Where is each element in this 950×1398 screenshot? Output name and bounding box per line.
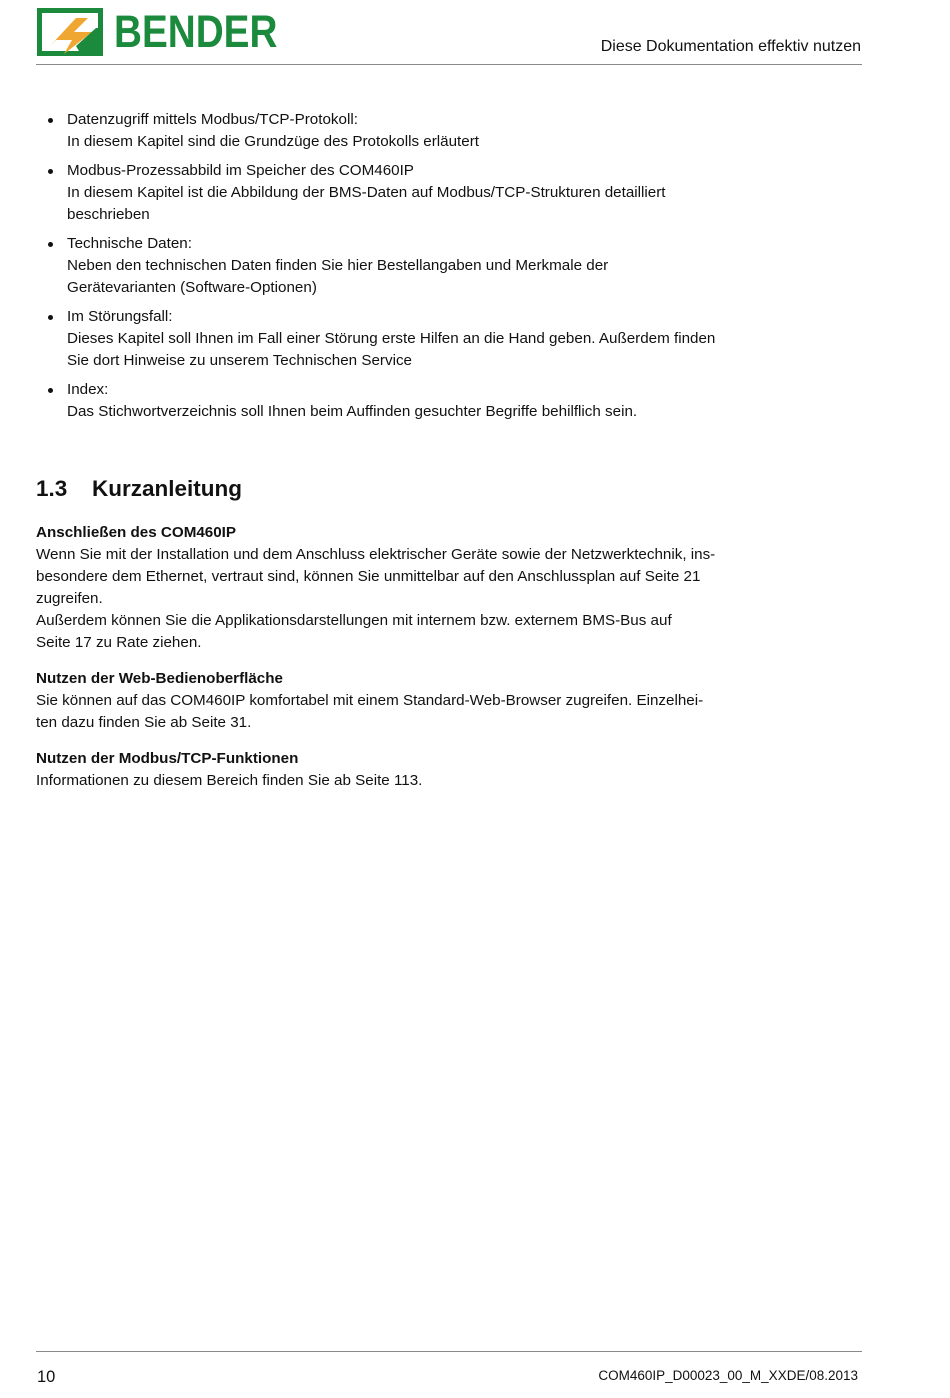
paragraph-line: Wenn Sie mit der Installation und dem Anschluss elektrischer Geräte sowie der Netzwerktechnik, ins- <box>36 546 716 563</box>
bullet-content <box>36 109 796 430</box>
list-item-line: Datenzugriff mittels Modbus/TCP-Protokoll: <box>67 111 358 128</box>
list-item <box>36 306 796 372</box>
list-item-line: Neben den technischen Daten finden Sie hier Bestellangaben und Merkmale der <box>67 257 609 274</box>
quick-guide-content <box>36 522 796 806</box>
list-item-line: In diesem Kapitel sind die Grundzüge des Protokolls erläutert <box>67 133 479 150</box>
brand-name: BENDER <box>114 6 278 57</box>
section-title: Kurzanleitung <box>92 476 242 501</box>
subsection-connect <box>36 522 796 654</box>
bullet-icon <box>48 169 53 174</box>
chapter-overview-list <box>36 109 796 423</box>
list-item-line: Index: <box>67 381 109 398</box>
bender-logo <box>36 6 278 58</box>
list-item <box>36 233 796 299</box>
paragraph-line: Außerdem können Sie die Applikationsdarstellungen mit internem bzw. externem BMS-Bus auf <box>36 612 672 629</box>
section-number: 1.3 <box>36 476 68 501</box>
bullet-icon <box>48 388 53 393</box>
page-header <box>36 6 862 65</box>
list-item <box>36 160 796 226</box>
document-code: COM460IP_D00023_00_M_XXDE/08.2013 <box>598 1368 858 1383</box>
running-header-title: Diese Dokumentation effektiv nutzen <box>600 38 861 55</box>
bullet-icon <box>48 118 53 123</box>
subsection-title: Nutzen der Modbus/TCP-Funktionen <box>36 750 299 767</box>
list-item <box>36 109 796 153</box>
paragraph-line: zugreifen. <box>36 590 103 607</box>
list-item-line: Technische Daten: <box>67 235 192 252</box>
bullet-icon <box>48 242 53 247</box>
paragraph-line: besondere dem Ethernet, vertraut sind, können Sie unmittelbar auf den Anschlussplan auf Seite 21 <box>36 568 701 585</box>
list-item-line: In diesem Kapitel ist die Abbildung der BMS-Daten auf Modbus/TCP-Strukturen detailliert <box>67 184 666 201</box>
section-heading <box>36 476 242 502</box>
subsection-web-ui <box>36 668 796 734</box>
paragraph-line: ten dazu finden Sie ab Seite 31. <box>36 714 252 731</box>
page-footer <box>36 1351 862 1386</box>
subsection-title: Nutzen der Web-Bedienoberfläche <box>36 670 283 687</box>
list-item-line: Dieses Kapitel soll Ihnen im Fall einer Störung erste Hilfen an die Hand geben. Außerdem finden <box>67 330 716 347</box>
bullet-icon <box>48 315 53 320</box>
list-item-line: Das Stichwortverzeichnis soll Ihnen beim Auffinden gesuchter Begriffe behilflich sein. <box>67 403 638 420</box>
list-item <box>36 379 796 423</box>
paragraph-line: Informationen zu diesem Bereich finden Sie ab Seite 113. <box>36 772 423 789</box>
list-item-line: Gerätevarianten (Software-Optionen) <box>67 279 317 296</box>
subsection-modbus <box>36 748 796 792</box>
subsection-title: Anschließen des COM460IP <box>36 524 237 541</box>
bender-logo-mark-icon <box>36 6 108 58</box>
paragraph-line: Seite 17 zu Rate ziehen. <box>36 634 202 651</box>
list-item-line: Im Störungsfall: <box>67 308 173 325</box>
page-number: 10 <box>37 1368 56 1386</box>
list-item-line: beschrieben <box>67 206 150 223</box>
paragraph-line: Sie können auf das COM460IP komfortabel mit einem Standard-Web-Browser zugreifen. Einzelhei- <box>36 692 704 709</box>
list-item-line: Sie dort Hinweise zu unserem Technischen Service <box>67 352 412 369</box>
list-item-line: Modbus-Prozessabbild im Speicher des COM460IP <box>67 162 414 179</box>
